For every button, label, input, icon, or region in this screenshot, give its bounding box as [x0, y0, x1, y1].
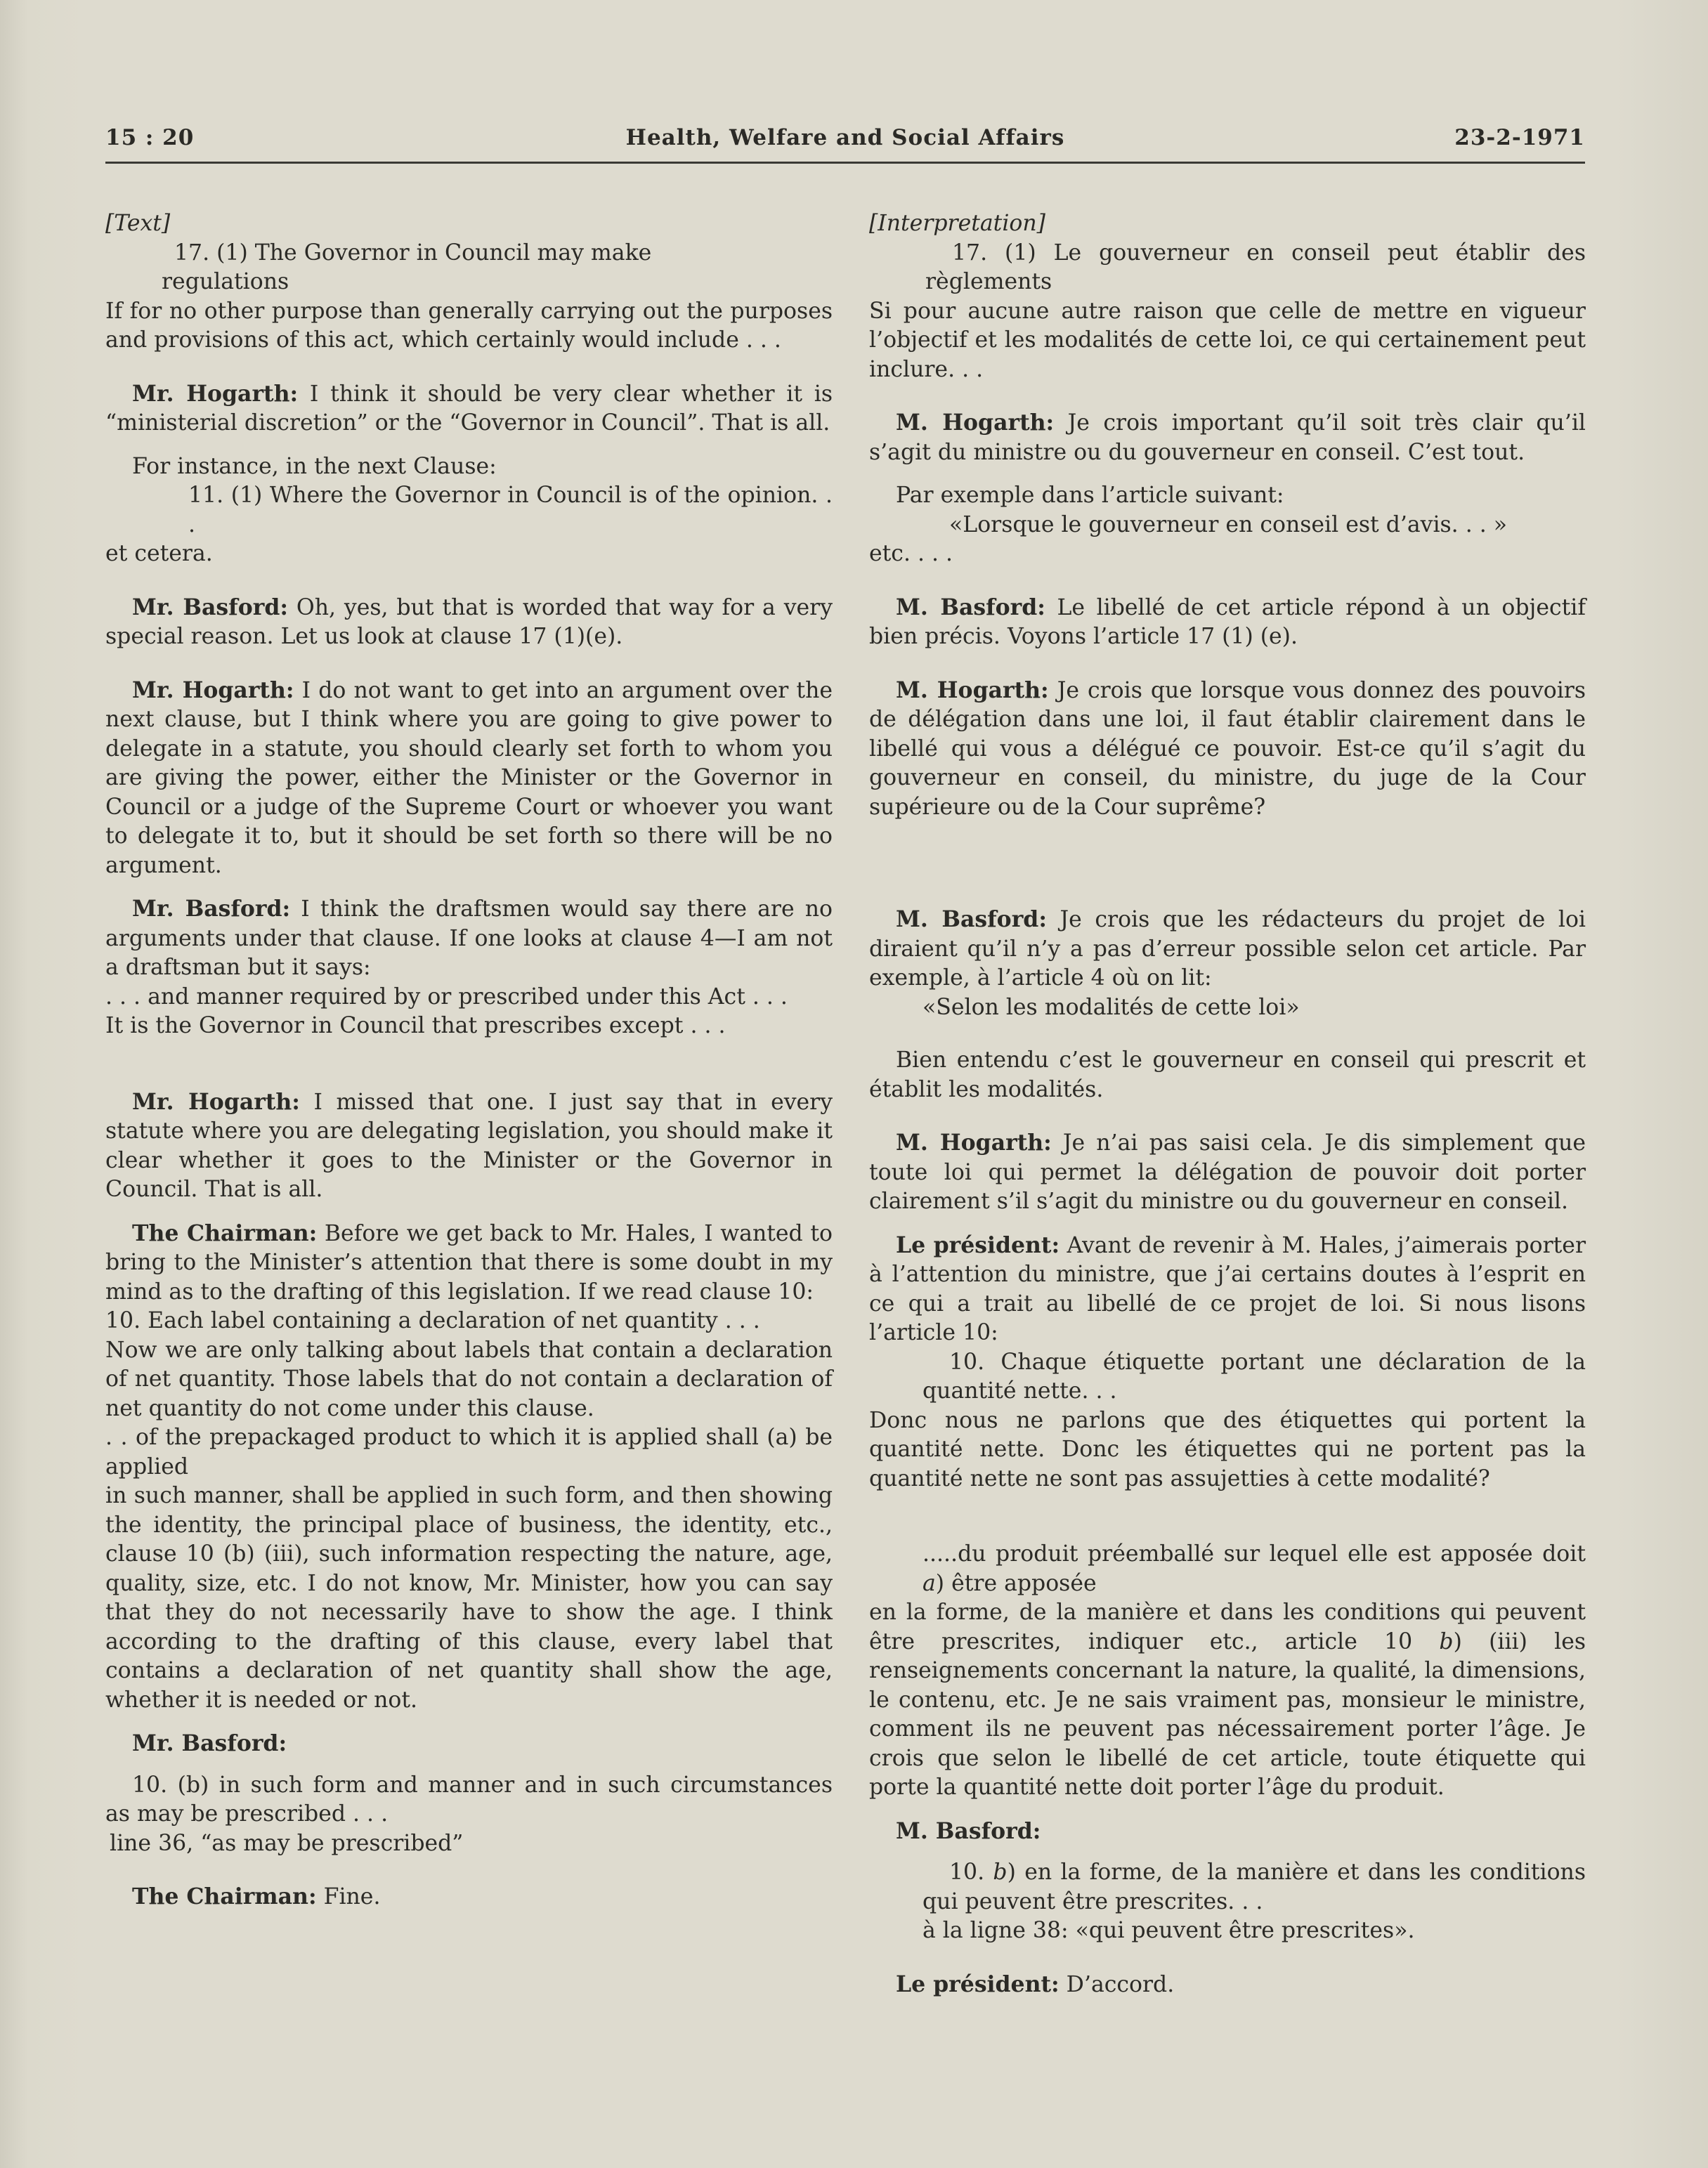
- quoted-clause: . . of the prepackaged product to which it is applied shall (a) be applied: [105, 1425, 833, 1480]
- page-header: [105, 125, 1585, 164]
- quoted-text-italic: b: [993, 1860, 1008, 1885]
- speaker: Mr. Basford:: [132, 1730, 287, 1756]
- quoted-clause: «Selon les modalités de cette loi»: [923, 994, 1300, 1020]
- quoted-text: ) être apposée: [935, 1570, 1097, 1596]
- speech: Le libellé de cet article répond à un objectif bien précis. Voyons l’article 17 (1) (e).: [869, 594, 1586, 649]
- paragraph: etc. . . .: [869, 541, 953, 566]
- quoted-clause: 17. (1) Le gouverneur en conseil peut établir des règlements: [925, 240, 1586, 294]
- quoted-clause: 10. Chaque étiquette portant une déclaration de la quantité nette. . .: [923, 1349, 1586, 1404]
- french-column: [869, 209, 1586, 2013]
- speaker: Le président:: [896, 1971, 1060, 1997]
- paragraph: line 36, “as may be prescribed”: [110, 1830, 464, 1856]
- speech: I missed that one. I just say that in every statute where you are delegating legislation, you should make it clear whether it goes to the Minister or the Governor in Council. That is all.: [105, 1089, 833, 1202]
- paragraph: [105, 676, 833, 881]
- paragraph: Bien entendu c’est le gouverneur en conseil qui prescrit et établit les modalités.: [869, 1047, 1586, 1102]
- column-heading: [Interpretation]: [869, 211, 1045, 236]
- quoted-clause: à la ligne 38: «qui peuvent être prescrites».: [923, 1918, 1415, 1943]
- quoted-text: 10.: [949, 1860, 993, 1885]
- paragraph: [869, 1970, 1586, 2000]
- paragraph: [105, 1219, 833, 1307]
- speech: Je crois que lorsque vous donnez des pouvoirs de délégation dans une loi, il faut établir clairement dans le libellé qui vous a délégué ce pouvoir. Est-ce qu’il s’agit du gouverneur en conseil, du ministre, du juge de la Cour supérieure ou de la Cour suprême?: [869, 677, 1586, 820]
- speaker: The Chairman:: [132, 1220, 318, 1246]
- header-date: 23-2-1971: [1454, 125, 1585, 150]
- speaker: M. Basford:: [896, 594, 1045, 620]
- speaker: Mr. Basford:: [132, 594, 288, 620]
- paragraph-text: en la forme, de la manière et dans les conditions qui peuvent être prescrites, indiquer etc., article 10: [869, 1600, 1586, 1654]
- quoted-clause: 17. (1) The Governor in Council may make: [174, 240, 652, 266]
- paragraph: [869, 676, 1586, 823]
- paragraph-text: ) (iii) les renseignements concernant la nature, la qualité, la dimensions, le contenu, etc. Je ne sais vraiment pas, monsieur le ministre, comment ils ne peuvent pas nécessairement porter l’âge. Je crois que selon le libellé de cet article, toute étiquette qui porte la quantité nette doit porter l’âge du produit.: [869, 1628, 1586, 1800]
- quoted-clause: «Lorsque le gouverneur en conseil est d’avis. . . »: [949, 511, 1508, 537]
- speech: Je crois que les rédacteurs du projet de loi diraient qu’il n’y a pas d’erreur possible selon cet article. Par exemple, à l’article 4 où on lit:: [869, 907, 1586, 991]
- speech: Avant de revenir à M. Hales, j’aimerais porter à l’attention du ministre, que j’ai certains doutes à l’esprit en ce qui a trait au libellé de ce projet de loi. Si nous lisons l’article 10:: [869, 1232, 1586, 1345]
- paragraph: in such manner, shall be applied in such form, and then showing the identity, the principal place of business, the identity, etc., clause 10 (b) (iii), such information respecting the nature, age, quality, size, etc. I do not know, Mr. Minister, how you can say that they do not necessarily have to show the age. I think according to the drafting of this clause, every label that contains a declaration of net quantity shall show the age, whether it is needed or not.: [105, 1483, 833, 1713]
- paragraph: Si pour aucune autre raison que celle de mettre en vigueur l’objectif et les modalités de cette loi, ce qui certainement peut inclure. . .: [869, 298, 1586, 382]
- paragraph: Donc nous ne parlons que des étiquettes qui portent la quantité nette. Donc les étiquettes qui ne portent pas la quantité nette ne sont pas assujetties à cette modalité?: [869, 1407, 1586, 1491]
- paragraph: et cetera.: [105, 541, 213, 566]
- speaker: The Chairman:: [132, 1883, 317, 1909]
- quoted-clause: [923, 1540, 1586, 1598]
- paragraph: [869, 1231, 1586, 1348]
- english-column: [105, 209, 833, 1926]
- paragraph: [869, 1128, 1586, 1217]
- speech: I do not want to get into an argument over the next clause, but I think where you are going to give power to delegate in a statute, you should clearly set forth to whom you are giving the power, either the Minister or the Governor in Council or a judge of the Supreme Court or whoever you want to delegate it to, but it should be set forth so there will be no argument.: [105, 677, 833, 878]
- quoted-clause: . . . and manner required by or prescribed under this Act . . .: [105, 984, 788, 1010]
- paragraph: For instance, in the next Clause:: [132, 453, 497, 479]
- speech: I think it should be very clear whether it is “ministerial discretion” or the “Governor in Council”. That is all.: [105, 381, 833, 436]
- quoted-clause: 10. (b) in such form and manner and in such circumstances as may be prescribed . . .: [105, 1772, 833, 1827]
- speech: Before we get back to Mr. Hales, I wanted to bring to the Minister’s attention that there is some doubt in my mind as to the drafting of this legislation. If we read clause 10:: [105, 1220, 833, 1305]
- paragraph: [105, 1882, 833, 1912]
- paragraph: Now we are only talking about labels that contain a declaration of net quantity. Those labels that do not contain a declaration of net quantity do not come under this clause.: [105, 1337, 833, 1421]
- paragraph: [105, 894, 833, 983]
- speaker: M. Hogarth:: [896, 1130, 1052, 1156]
- paragraph: [105, 379, 833, 438]
- paragraph: [105, 593, 833, 652]
- paragraph: [869, 905, 1586, 993]
- quoted-clause-continued: regulations: [162, 269, 289, 294]
- quoted-text: .....du produit préemballé sur lequel elle est apposée doit: [923, 1541, 1586, 1567]
- quoted-text-italic: a: [923, 1570, 936, 1596]
- column-heading: [Text]: [105, 211, 171, 236]
- quoted-text: ) en la forme, de la manière et dans les conditions qui peuvent être prescrites. . .: [923, 1860, 1586, 1914]
- paragraph: [869, 1598, 1586, 1803]
- speech: D’accord.: [1059, 1971, 1175, 1997]
- speech: Je crois important qu’il soit très clair qu’il s’agit du ministre ou du gouverneur en conseil. C’est tout.: [869, 410, 1586, 465]
- speaker: Le président:: [896, 1232, 1060, 1258]
- quoted-clause: 11. (1) Where the Governor in Council is of the opinion. . .: [188, 483, 833, 537]
- paragraph: [869, 408, 1586, 467]
- speaker: M. Hogarth:: [896, 410, 1055, 436]
- speaker: Mr. Hogarth:: [132, 677, 294, 703]
- speaker: Mr. Hogarth:: [132, 1088, 300, 1115]
- header-title: Health, Welfare and Social Affairs: [625, 125, 1065, 150]
- speech: Oh, yes, but that is worded that way for a very special reason. Let us look at clause 17 (1)(e).: [105, 594, 833, 649]
- paragraph-text-italic: b: [1439, 1628, 1454, 1654]
- paragraph: Par exemple dans l’article suivant:: [896, 483, 1284, 508]
- speaker: Mr. Hogarth:: [132, 380, 299, 407]
- speaker: M. Basford:: [896, 906, 1047, 932]
- paragraph: [869, 593, 1586, 652]
- speech: Fine.: [316, 1884, 381, 1909]
- paragraph: It is the Governor in Council that prescribes except . . .: [105, 1013, 726, 1038]
- paragraph: [105, 1088, 833, 1205]
- speech: Je n’ai pas saisi cela. Je dis simplement que toute loi qui permet la délégation de pouvoir doit porter clairement s’il s’agit du ministre ou du gouverneur en conseil.: [869, 1130, 1586, 1214]
- quoted-clause: 10. Each label containing a declaration of net quantity . . .: [105, 1308, 760, 1333]
- quoted-clause: [923, 1858, 1586, 1916]
- page-number: 15 : 20: [105, 125, 195, 150]
- speech: I think the draftsmen would say there are no arguments under that clause. If one looks at clause 4—I am not a draftsman but it says:: [105, 896, 833, 980]
- speaker: Mr. Basford:: [132, 896, 291, 922]
- speaker: M. Basford:: [896, 1817, 1041, 1844]
- paragraph: If for no other purpose than generally carrying out the purposes and provisions of this act, which certainly would include . . .: [105, 298, 833, 353]
- speaker: M. Hogarth:: [896, 677, 1049, 703]
